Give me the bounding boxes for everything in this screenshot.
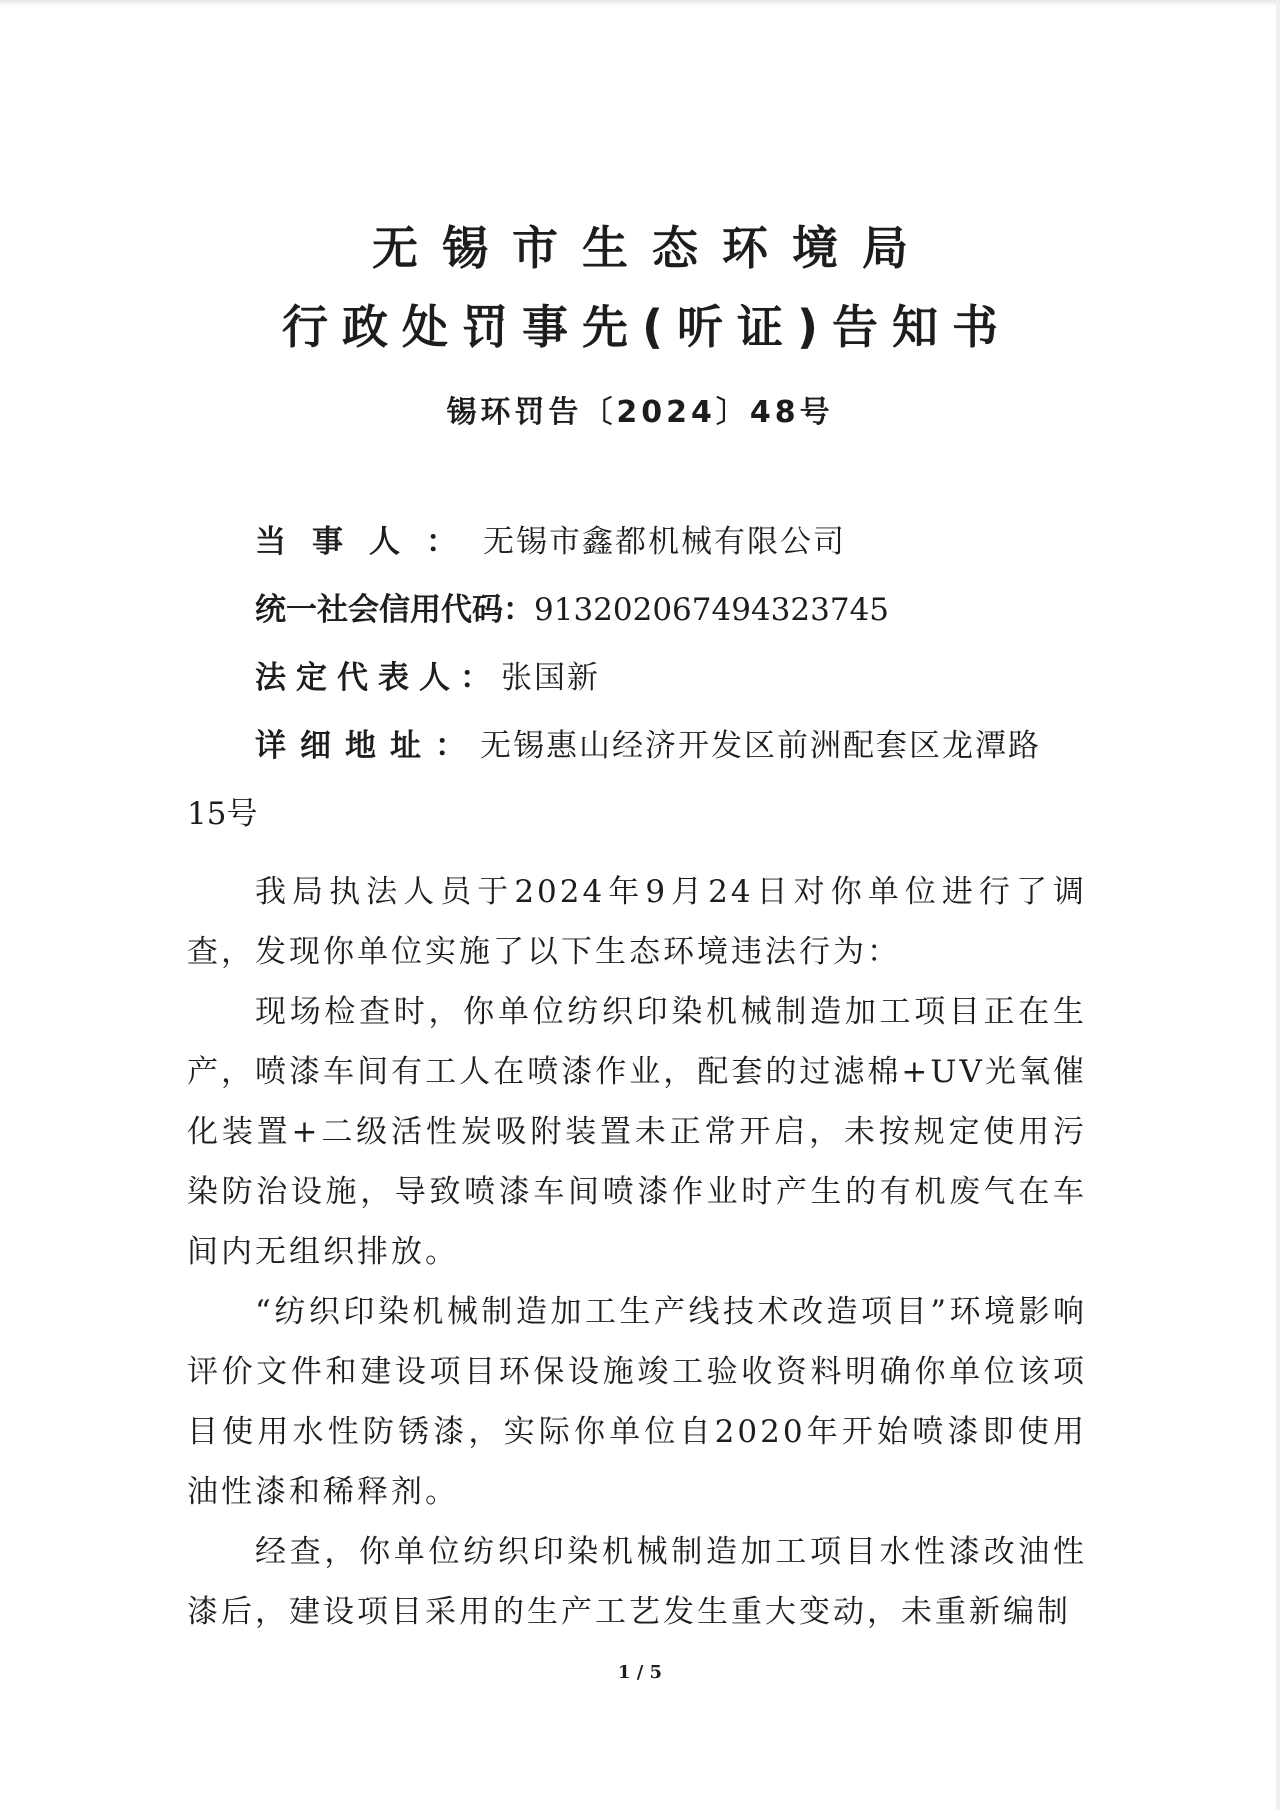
party-name-value: 无锡市鑫都机械有限公司 — [483, 524, 846, 560]
document-number: 锡环罚告〔2024〕48号 — [446, 395, 834, 430]
address-value: 无锡惠山经济开发区前洲配套区龙潭路 — [480, 728, 1041, 764]
document-header — [0, 221, 1280, 431]
credit-code-label: 统一社会信用代码： — [255, 592, 534, 628]
body-paragraph: 我局执法人员于2024年9月24日对你单位进行了调查，发现你单位实施了以下生态环境违法行为： — [187, 874, 1087, 970]
document-body — [187, 522, 1087, 1642]
credit-code-row — [187, 590, 1087, 658]
legal-rep-label: 法定代表人： — [255, 660, 501, 696]
body-paragraph: “纺织印染机械制造加工生产线技术改造项目”环境影响评价文件和建设项目环保设施竣工验收资料明确你单位该项目使用水性防锈漆，实际你单位自2020年开始喷漆即使用油性漆和稀释剂。 — [187, 1294, 1087, 1510]
agency-title: 无锡市生态环境局 — [372, 221, 932, 275]
page-indicator: 1 / 5 — [617, 1662, 663, 1683]
body-paragraph: 经查，你单位纺织印染机械制造加工项目水性漆改油性漆后，建设项目采用的生产工艺发生重大变动，未重新编制 — [187, 1534, 1087, 1630]
body-paragraph: 现场检查时，你单位纺织印染机械制造加工项目正在生产，喷漆车间有工人在喷漆作业，配套的过滤棉+UV光氧催化装置+二级活性炭吸附装置未正常开启，未按规定使用污染防治设施，导致喷漆车间喷漆作业时产生的有机废气在车间内无组织排放。 — [187, 994, 1087, 1270]
scan-edge-top — [0, 0, 1280, 6]
address-row — [187, 726, 1087, 794]
address-continued: 15号 — [187, 796, 258, 832]
party-name-row — [187, 522, 1087, 590]
document-title: 行政处罚事先(听证)告知书 — [281, 300, 1013, 354]
legal-rep-row — [187, 658, 1087, 726]
party-name-label: 当事人： — [255, 524, 483, 560]
legal-rep-value: 张国新 — [501, 660, 600, 696]
credit-code-value: 913202067494323745 — [534, 592, 890, 628]
address-label: 详细地址： — [255, 728, 480, 764]
